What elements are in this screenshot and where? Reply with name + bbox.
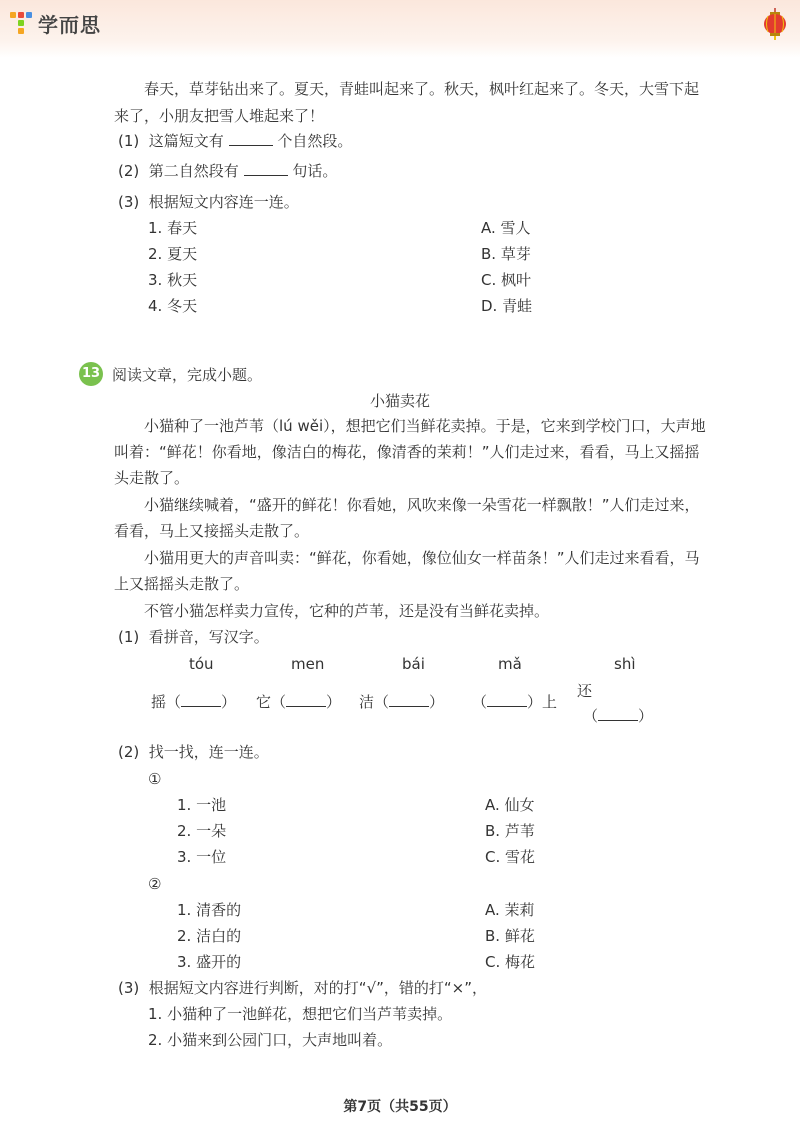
logo-mark-icon <box>10 10 32 36</box>
answer-blank[interactable] <box>389 692 429 707</box>
passage-line: 不管小猫怎样卖力宣传，它种的芦苇，还是没有当鲜花卖掉。 <box>144 602 550 620</box>
match-left-item: 3. 盛开的 <box>177 953 242 971</box>
group-marker: ② <box>148 875 162 893</box>
passage-line: 看看，马上又接摇头走散了。 <box>114 522 310 540</box>
passage-line: 小猫继续喊着，“盛开的鲜花！你看她，风吹来像一朵雪花一样飘散！”人们走过来， <box>144 496 700 514</box>
match-right-item: C. 雪花 <box>485 848 536 866</box>
match-right-item: B. 草芽 <box>481 245 531 263</box>
q13-sub3: (3) 根据短文内容进行判断，对的打“√”，错的打“×”， <box>118 979 488 997</box>
match-right-item: D. 青蛙 <box>481 297 533 315</box>
pinyin-answer-3: 洁（ ） <box>359 693 445 711</box>
pinyin-label: mǎ <box>498 655 522 673</box>
match-right-item: A. 仙女 <box>485 796 535 814</box>
pinyin-answer-2: 它（ ） <box>256 693 342 711</box>
pinyin-label: tóu <box>189 655 214 673</box>
pinyin-answer-4: （ ）上 <box>472 693 558 711</box>
match-left-item: 2. 一朵 <box>177 822 227 840</box>
pinyin-answer-1: 摇（ ） <box>151 693 237 711</box>
judgement-item: 2. 小猫来到公园门口，大声地叫着。 <box>148 1031 393 1049</box>
q12-sub1: (1) 这篇短文有 个自然段。 <box>118 132 353 150</box>
passage-line: 小猫种了一池芦苇（lú wěi），想把它们当鲜花卖掉。于是，它来到学校门口，大声地 <box>144 417 706 435</box>
match-right-item: A. 茉莉 <box>485 901 535 919</box>
match-left-item: 4. 冬天 <box>148 297 198 315</box>
match-left-item: 1. 清香的 <box>177 901 242 919</box>
page-footer: 第7页（共55页） <box>343 1099 457 1115</box>
match-left-item: 3. 秋天 <box>148 271 198 289</box>
judgement-item: 1. 小猫种了一池鲜花，想把它们当芦苇卖掉。 <box>148 1005 453 1023</box>
group-marker: ① <box>148 770 162 788</box>
answer-blank[interactable] <box>598 706 638 721</box>
passage-line: 头走散了。 <box>114 469 190 487</box>
passage-line: 上又摇摇头走散了。 <box>114 575 250 593</box>
q12-passage-line1: 春天，草芽钻出来了。夏天，青蛙叫起来了。秋天，枫叶红起来了。冬天，大雪下起 <box>144 80 700 98</box>
q13-sub1: (1) 看拼音，写汉字。 <box>118 628 269 646</box>
match-right-item: B. 芦苇 <box>485 822 535 840</box>
pinyin-label: shì <box>614 655 636 673</box>
header-band <box>0 0 800 58</box>
match-left-item: 2. 洁白的 <box>177 927 242 945</box>
q12-sub3: (3) 根据短文内容连一连。 <box>118 193 299 211</box>
match-right-item: C. 枫叶 <box>481 271 532 289</box>
match-right-item: C. 梅花 <box>485 953 536 971</box>
match-left-item: 1. 春天 <box>148 219 198 237</box>
match-right-item: A. 雪人 <box>481 219 531 237</box>
q13-instruction: 阅读文章，完成小题。 <box>112 366 263 384</box>
pinyin-label: men <box>291 655 325 673</box>
q13-sub2: (2) 找一找，连一连。 <box>118 743 269 761</box>
answer-blank[interactable] <box>229 131 273 146</box>
brand-name: 学而思 <box>38 12 101 37</box>
match-right-item: B. 鲜花 <box>485 927 535 945</box>
question-number-badge: 13 <box>79 362 103 386</box>
q12-passage-line2: 来了，小朋友把雪人堆起来了！ <box>114 107 325 125</box>
answer-blank[interactable] <box>487 692 527 707</box>
match-left-item: 2. 夏天 <box>148 245 198 263</box>
pinyin-answer-5: （ ） <box>583 707 654 725</box>
q12-sub2: (2) 第二自然段有 句话。 <box>118 162 338 180</box>
passage-line: 小猫用更大的声音叫卖：“鲜花，你看她，像位仙女一样苗条！”人们走过来看看，马 <box>144 549 700 567</box>
pinyin-label: bái <box>402 655 425 673</box>
pinyin-answer-5-top: 还 <box>577 682 593 700</box>
answer-blank[interactable] <box>244 161 288 176</box>
brand-logo <box>10 8 101 38</box>
passage-line: 叫着：“鲜花！你看地，像洁白的梅花，像清香的茉莉！”人们走过来，看看，马上又摇摇 <box>114 443 700 461</box>
passage-title: 小猫卖花 <box>369 392 430 410</box>
match-left-item: 1. 一池 <box>177 796 227 814</box>
lantern-icon <box>762 8 788 40</box>
match-left-item: 3. 一位 <box>177 848 227 866</box>
answer-blank[interactable] <box>181 692 221 707</box>
answer-blank[interactable] <box>286 692 326 707</box>
